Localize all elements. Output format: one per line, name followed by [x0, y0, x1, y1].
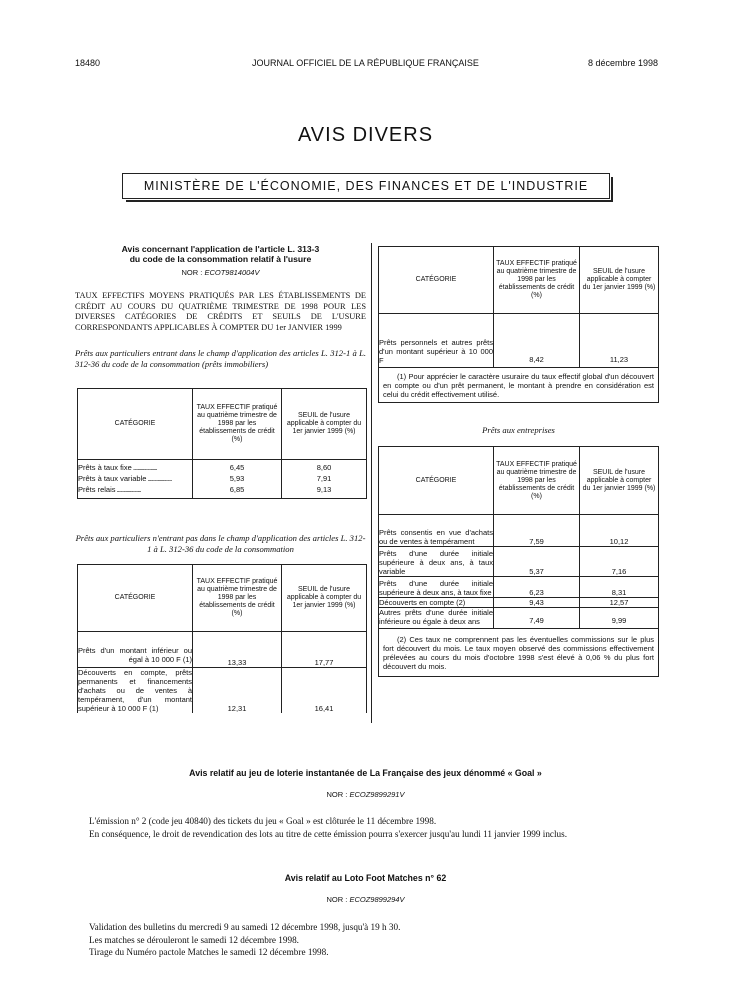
footnote-2: (2) Ces taux ne comprennent pas les éventuelles commissions sur le plus fort découvert du mois. Le taux moyen observé des commissions effectivement prélevées au cours du mois d'octobre 1998 s'est élevé à 0,06 % du plus fort découvert du mois. [379, 629, 659, 677]
row-label: Prêts consentis en vue d'achats ou de ventes à tempérament [379, 528, 493, 546]
row-label: Prêts à taux variable ..... [78, 473, 192, 484]
row-label: Prêts d'une durée initiale supérieure à deux ans, à taux variable [379, 549, 493, 576]
usure-intro: TAUX EFFECTIFS MOYENS PRATIQUÉS PAR LES ÉTABLISSEMENTS DE CRÉDIT AU COURS DU QUATRIÈME TRIMESTRE DE 1998 POUR LES DIVERSES CATÉGORIES DE CRÉDITS ET SEUILS DE L'USURE CORRESPONDANTS APPLICABLES À COMPTER DU 1er JANVIER 1999 [75, 291, 366, 332]
col-seuil: SEUIL de l'usure applicable à compter du 1er janvier 1999 (%) [282, 565, 367, 632]
col-categorie: CATÉGORIE [379, 447, 494, 515]
row-label: Autres prêts d'une durée initiale inférieure ou égale à deux ans [379, 608, 493, 626]
seuil-value: 8,31 [580, 577, 659, 598]
seuil-cell [282, 460, 367, 499]
table-non-immobiliers [77, 564, 367, 713]
journal-title: JOURNAL OFFICIEL DE LA RÉPUBLIQUE FRANÇAISE [252, 58, 479, 68]
table-row [78, 668, 193, 714]
taux-value: 13,33 [193, 632, 282, 668]
section-title: AVIS DIVERS [297, 124, 434, 146]
table-row [379, 608, 494, 629]
subtitle-non-immobiliers: Prêts aux particuliers n'entrant pas dans le champ d'application des articles L. 312-1 à L. 312-36 du code de la consommation [75, 533, 366, 554]
goal-nor [0, 790, 731, 799]
loto-p2: Les matches se dérouleront le samedi 12 décembre 1998. [89, 935, 299, 945]
taux-value: 12,31 [193, 668, 282, 714]
seuil-value: 7,16 [580, 547, 659, 577]
column-divider [371, 243, 372, 723]
table-row [379, 598, 494, 608]
row-label: Prêts d'un montant inférieur ou égal à 10 000 F (1) [78, 646, 192, 664]
seuil-value: 9,99 [580, 608, 659, 629]
subtitle-entreprises: Prêts aux entreprises [482, 425, 555, 435]
seuil-value: 9,13 [316, 485, 332, 494]
seuil-value: 11,23 [580, 314, 659, 368]
loto-p3: Tirage du Numéro pactole Matches le samedi 12 décembre 1998. [89, 947, 329, 957]
loto-p1: Validation des bulletins du mercredi 9 au samedi 12 décembre 1998, jusqu'à 19 h 30. [89, 922, 401, 932]
col-seuil: SEUIL de l'usure applicable à compter du 1er janvier 1999 (%) [580, 247, 659, 314]
row-label: Prêts personnels et autres prêts d'un montant supérieur à 10 000 F [379, 338, 493, 365]
col-seuil: SEUIL de l'usure applicable à compter du 1er janvier 1999 (%) [282, 389, 367, 460]
nor-label: NOR : [326, 790, 348, 799]
table-row [379, 547, 494, 577]
nor-code: ECOT9814004V [204, 268, 260, 277]
col-categorie: CATÉGORIE [379, 247, 494, 314]
table-immobiliers [77, 388, 367, 499]
col-taux: TAUX EFFECTIF pratiqué au quatrième trimestre de 1998 par les établissements de crédit (%) [193, 565, 282, 632]
ministry-name: MINISTÈRE DE L'ÉCONOMIE, DES FINANCES ET DE L'INDUSTRIE [143, 179, 589, 193]
issue-date: 8 décembre 1998 [587, 58, 658, 68]
footnote-1: (1) Pour apprécier le caractère usuraire du taux effectif global d'un découvert en compte ou d'un prêt permanent, le montant à prendre en considération est celui du crédit effectivement utilisé. [379, 368, 659, 403]
table-row [379, 577, 494, 598]
taux-value: 5,37 [494, 547, 580, 577]
table-row [379, 314, 494, 368]
usure-title-line1: Avis concernant l'application de l'article L. 313-3 [121, 244, 320, 254]
goal-title: Avis relatif au jeu de loterie instantanée de La Française des jeux dénommé « Goal » [189, 768, 542, 778]
taux-value: 7,59 [494, 515, 580, 547]
usure-nor [75, 268, 366, 277]
taux-value: 9,43 [494, 598, 580, 608]
row-label: Découverts en compte (2) [379, 598, 466, 607]
row-label: Découverts en compte, prêts permanents et financements d'achats ou de ventes à tempérament, d'un montant supérieur à 10 000 F (1) [78, 668, 192, 713]
seuil-value: 12,57 [580, 598, 659, 608]
taux-value: 5,93 [229, 474, 245, 483]
table-personnels [378, 246, 659, 403]
taux-value: 6,23 [494, 577, 580, 598]
taux-value: 6,45 [229, 463, 245, 472]
goal-p2: En conséquence, le droit de revendication des lots au titre de cette émission pourra s'exercer jusqu'au lundi 11 janvier 1999 inclus. [89, 829, 568, 839]
table-row [379, 515, 494, 547]
taux-value: 6,85 [229, 485, 245, 494]
col-categorie: CATÉGORIE [78, 389, 193, 460]
ministry-box [122, 173, 610, 199]
taux-cell [193, 460, 282, 499]
col-taux: TAUX EFFECTIF pratiqué au quatrième trimestre de 1998 par les établissements de crédit (%) [193, 389, 282, 460]
row-label: Prêts d'une durée initiale supérieure à deux ans, à taux fixe [379, 579, 493, 597]
seuil-value: 17,77 [282, 632, 367, 668]
col-taux: TAUX EFFECTIF pratiqué au quatrième trimestre de 1998 par les établissements de crédit (%) [494, 247, 580, 314]
nor-label: NOR : [181, 268, 203, 277]
seuil-value: 8,60 [316, 463, 332, 472]
row-label: Prêts à taux fixe ..... [78, 462, 192, 473]
seuil-value: 10,12 [580, 515, 659, 547]
taux-value: 7,49 [494, 608, 580, 629]
loto-title: Avis relatif au Loto Foot Matches n° 62 [284, 873, 447, 883]
row-label: Prêts relais ..... [78, 484, 192, 495]
nor-label: NOR : [326, 895, 348, 904]
usure-title-line2: du code de la consommation relatif à l'usure [129, 254, 312, 264]
table-row [78, 632, 193, 668]
nor-code: ECOZ9899291V [349, 790, 405, 799]
page-number: 18480 [75, 58, 101, 68]
seuil-value: 16,41 [282, 668, 367, 714]
table-row-labels [78, 460, 193, 499]
loto-nor [0, 895, 731, 904]
col-taux: TAUX EFFECTIF pratiqué au quatrième trimestre de 1998 par les établissements de crédit (%) [494, 447, 580, 515]
col-categorie: CATÉGORIE [78, 565, 193, 632]
usure-title [75, 244, 366, 264]
table-entreprises [378, 446, 659, 677]
seuil-value: 7,91 [316, 474, 332, 483]
subtitle-immobiliers: Prêts aux particuliers entrant dans le champ d'application des articles L. 312-1 à L. 312-36 du code de la consommation (prêts immobiliers) [75, 348, 366, 369]
col-seuil: SEUIL de l'usure applicable à compter du 1er janvier 1999 (%) [580, 447, 659, 515]
goal-p1: L'émission n° 2 (code jeu 40840) des tickets du jeu « Goal » est clôturée le 11 décembre 1998. [89, 816, 437, 826]
taux-value: 8,42 [494, 314, 580, 368]
nor-code: ECOZ9899294V [349, 895, 405, 904]
